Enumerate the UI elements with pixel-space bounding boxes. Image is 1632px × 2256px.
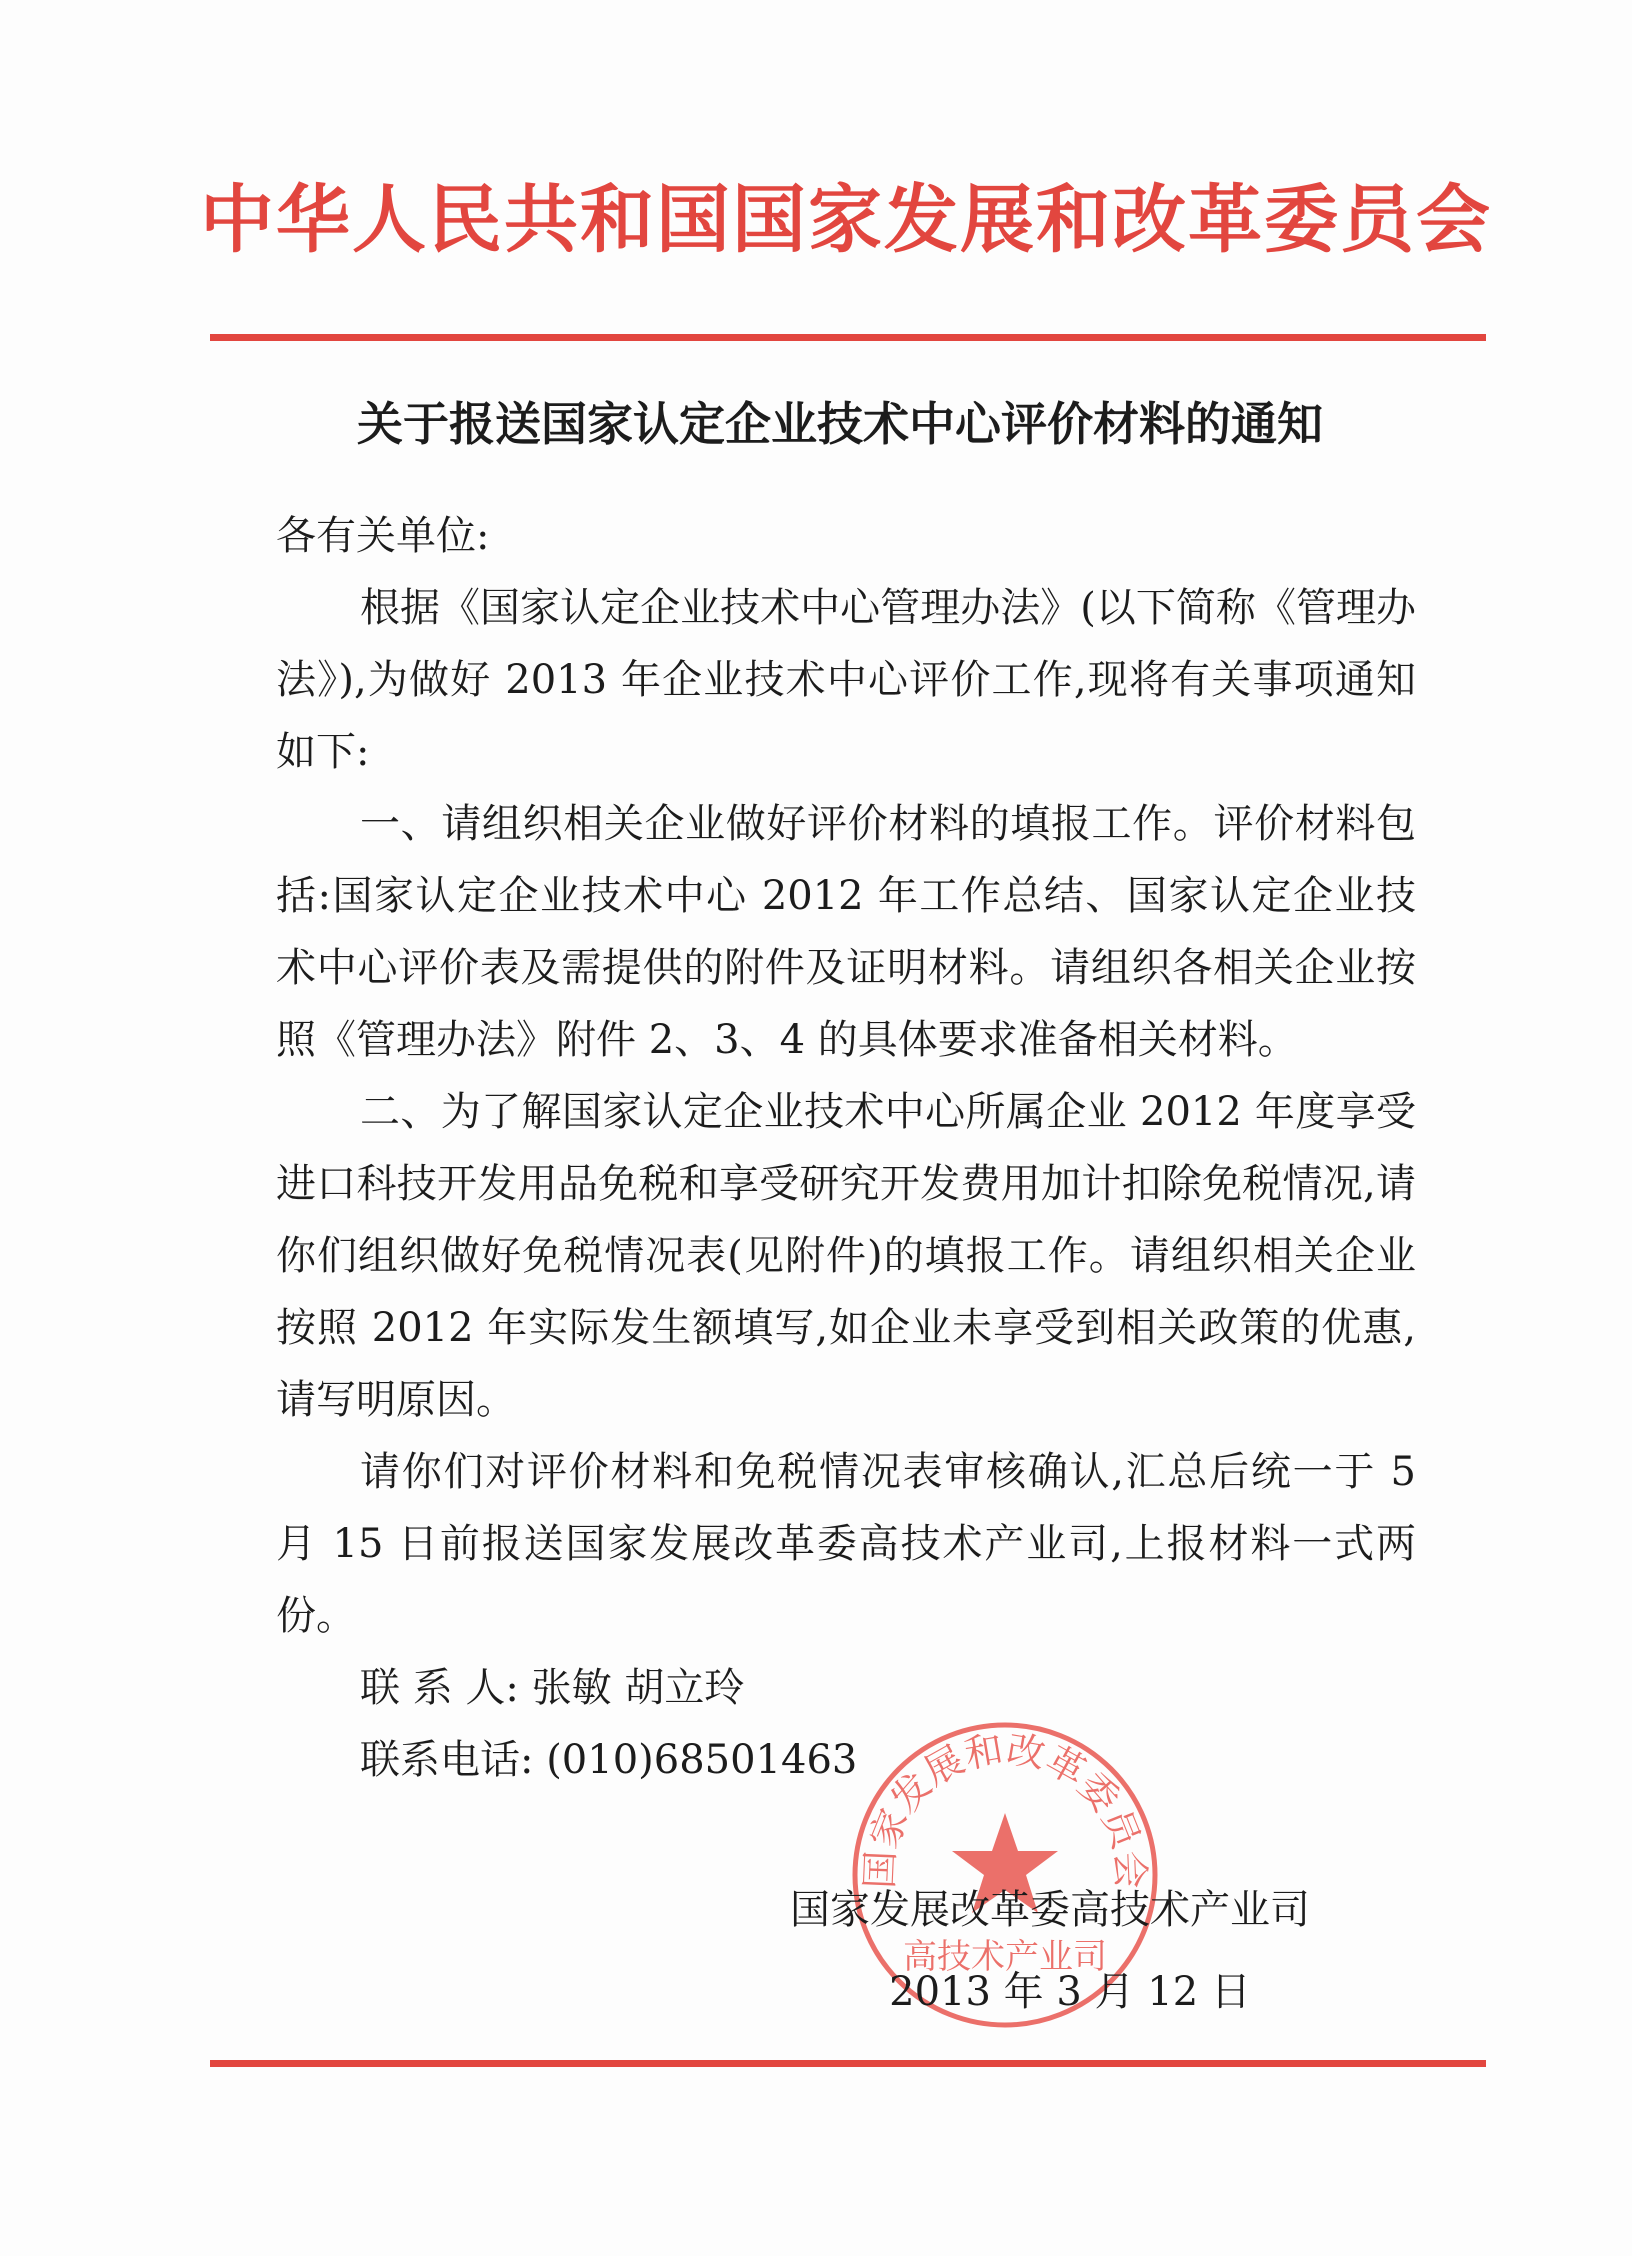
salutation: 各有关单位: [276,513,490,559]
contact-person-label: 联 系 人: [360,1665,519,1711]
intro-paragraph: 根据《国家认定企业技术中心管理办法》(以下简称《管理办法》),为做好 2013 年企业技术中心评价工作,现将有关事项通知如下: [276,585,1416,775]
item-two-paragraph: 二、为了解国家认定企业技术中心所属企业 2012 年度享受进口科技开发用品免税和享受研究开发费用加计扣除免税情况,请你们组织做好免税情况表(见附件)的填报工作。请组织相关企业按照 2012 年实际发生额填写,如企业未享受到相关政策的优惠,请写明原因。 [276,1089,1416,1423]
top-red-rule [210,334,1486,341]
contact-person-value: 张敏 胡立玲 [531,1665,745,1711]
bottom-red-rule [210,2060,1486,2067]
document-body [276,500,1416,1796]
document-title: 关于报送国家认定企业技术中心评价材料的通知 [357,397,1323,451]
signature-date: 2013 年 3 月 12 日 [889,1969,1251,2015]
contact-phone-label: 联系电话: [360,1737,534,1783]
signature-organization: 国家发展改革委高技术产业司 [790,1887,1310,1933]
contact-phone-line [276,1724,1416,1796]
org-letterhead-title: 中华人民共和国国家发展和改革委员会 [200,177,1492,263]
item-one-paragraph: 一、请组织相关企业做好评价材料的填报工作。评价材料包括:国家认定企业技术中心 2012 年工作总结、国家认定企业技术中心评价表及需提供的附件及证明材料。请组织各相关企业按照《管理办法》附件 2、3、4 的具体要求准备相关材料。 [276,801,1416,1063]
contact-phone-value: (010)68501463 [546,1737,858,1783]
contact-person-line [276,1652,1416,1724]
closing-paragraph: 请你们对评价材料和免税情况表审核确认,汇总后统一于 5 月 15 日前报送国家发展改革委高技术产业司,上报材料一式两份。 [276,1449,1416,1639]
seal-ring-text: 国家发展和改革委员会 [857,1726,1153,1890]
seal-center-text: 高技术产业司 [903,1937,1107,1977]
